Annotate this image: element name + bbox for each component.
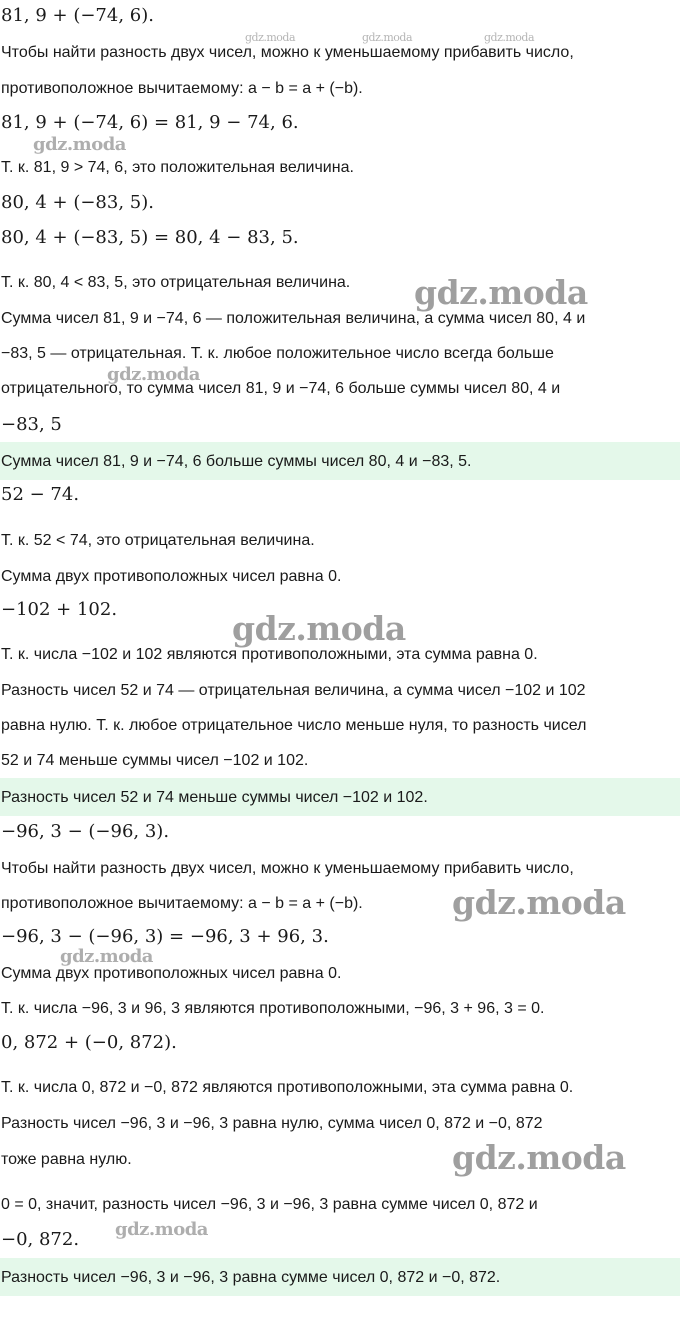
watermark-text: gdz.moda [452, 1138, 626, 1177]
watermark-text: gdz.moda [362, 31, 413, 44]
text-line: Т. к. числа −102 и 102 являются противоположными, эта сумма равна 0. [1, 646, 538, 663]
watermark-text: gdz.moda [107, 364, 200, 385]
answer-highlight [0, 778, 680, 816]
text-line: Т. к. 80, 4 < 83, 5, это отрицательная величина. [1, 274, 351, 291]
text-line: Чтобы найти разность двух чисел, можно к уменьшаемому прибавить число, [1, 44, 574, 61]
watermark-text: gdz.moda [60, 946, 153, 967]
watermark-text: gdz.moda [414, 273, 588, 312]
answer-text: Разность чисел 52 и 74 меньше суммы чисел −102 и 102. [1, 789, 428, 806]
text-line: 80, 4 + (−83, 5) = 80, 4 − 83, 5. [1, 228, 299, 248]
text-line: −96, 3 − (−96, 3). [1, 822, 170, 842]
text-line: Сумма двух противоположных чисел равна 0. [1, 568, 342, 585]
text-line: 81, 9 + (−74, 6). [1, 6, 154, 26]
answer-highlight [0, 442, 680, 480]
text-line: Разность чисел 52 и 74 — отрицательная величина, а сумма чисел −102 и 102 [1, 682, 586, 699]
watermark-text: gdz.moda [245, 31, 296, 44]
answer-text: Разность чисел −96, 3 и −96, 3 равна сумме чисел 0, 872 и −0, 872. [1, 1269, 501, 1286]
text-line: −0, 872. [1, 1230, 80, 1250]
watermark-text: gdz.moda [484, 31, 535, 44]
text-line: 0, 872 + (−0, 872). [1, 1033, 177, 1053]
text-line: противоположное вычитаемому: a − b = a + (−b). [1, 80, 363, 97]
text-line: −83, 5 — отрицательная. Т. к. любое положительное число всегда больше [1, 345, 554, 362]
text-line: 81, 9 + (−74, 6) = 81, 9 − 74, 6. [1, 113, 299, 133]
text-line: Чтобы найти разность двух чисел, можно к уменьшаемому прибавить число, [1, 860, 574, 877]
text-line: тоже равна нулю. [1, 1151, 132, 1168]
text-line: 0 = 0, значит, разность чисел −96, 3 и −96, 3 равна сумме чисел 0, 872 и [1, 1196, 538, 1213]
text-line: −83, 5 [1, 415, 62, 435]
text-line: противоположное вычитаемому: a − b = a + (−b). [1, 895, 363, 912]
text-line: Т. к. 52 < 74, это отрицательная величина. [1, 532, 315, 549]
answer-text: Сумма чисел 81, 9 и −74, 6 больше суммы чисел 80, 4 и −83, 5. [1, 453, 472, 470]
watermark-text: gdz.moda [33, 134, 126, 155]
text-line: 52 − 74. [1, 485, 80, 505]
answer-highlight [0, 1258, 680, 1296]
text-line: Т. к. числа 0, 872 и −0, 872 являются противоположными, эта сумма равна 0. [1, 1079, 574, 1096]
text-line: −102 + 102. [1, 600, 118, 620]
text-line: 52 и 74 меньше суммы чисел −102 и 102. [1, 752, 309, 769]
text-line: Сумма чисел 81, 9 и −74, 6 — положительная величина, а сумма чисел 80, 4 и [1, 310, 586, 327]
watermark-text: gdz.moda [452, 883, 626, 922]
text-line: отрицательного, то сумма чисел 81, 9 и −74, 6 больше суммы чисел 80, 4 и [1, 380, 561, 397]
watermark-text: gdz.moda [115, 1219, 208, 1240]
text-line: Сумма двух противоположных чисел равна 0. [1, 965, 342, 982]
text-line: Разность чисел −96, 3 и −96, 3 равна нулю, сумма чисел 0, 872 и −0, 872 [1, 1115, 543, 1132]
text-line: 80, 4 + (−83, 5). [1, 193, 154, 213]
watermark-text: gdz.moda [232, 609, 406, 648]
text-line: Т. к. 81, 9 > 74, 6, это положительная величина. [1, 159, 354, 176]
text-line: равна нулю. Т. к. любое отрицательное число меньше нуля, то разность чисел [1, 717, 587, 734]
text-line: −96, 3 − (−96, 3) = −96, 3 + 96, 3. [1, 927, 329, 947]
text-line: Т. к. числа −96, 3 и 96, 3 являются противоположными, −96, 3 + 96, 3 = 0. [1, 1000, 545, 1017]
